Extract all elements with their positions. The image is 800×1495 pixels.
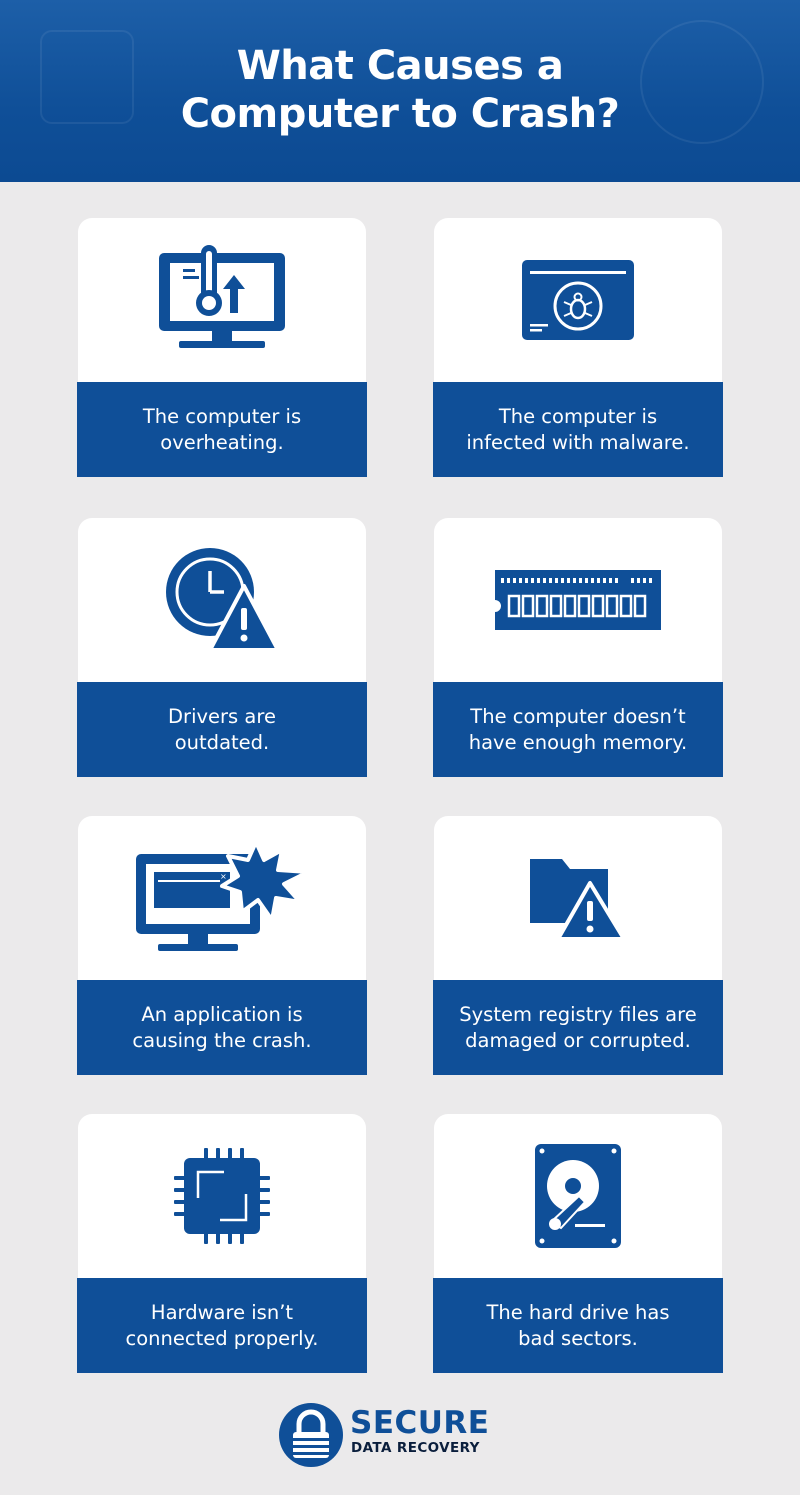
caption-line-2: infected with malware. bbox=[466, 430, 690, 454]
card-caption bbox=[433, 980, 723, 1075]
card-caption bbox=[77, 382, 367, 477]
caption-line-1: The hard drive has bbox=[486, 1300, 670, 1324]
caption-line-2: outdated. bbox=[174, 730, 270, 754]
card-application bbox=[78, 816, 366, 1074]
malware-window-icon bbox=[434, 218, 722, 382]
card-hard-drive bbox=[434, 1114, 722, 1372]
card-caption bbox=[77, 682, 367, 777]
card-malware bbox=[434, 218, 722, 476]
damaged-registry-folder-icon bbox=[434, 816, 722, 980]
caption-line-2: have enough memory. bbox=[468, 730, 688, 754]
hardware-chip-icon bbox=[78, 1114, 366, 1278]
logo-word-data-recovery: DATA RECOVERY bbox=[351, 1440, 480, 1456]
card-drivers bbox=[78, 518, 366, 776]
caption-line-1: Drivers are bbox=[168, 704, 276, 728]
caption-line-1: The computer doesn’t bbox=[470, 704, 686, 728]
caption-line-1: The computer is bbox=[142, 404, 302, 428]
padlock-icon bbox=[278, 1402, 344, 1468]
application-crash-icon bbox=[78, 816, 366, 980]
caption-line-2: connected properly. bbox=[125, 1326, 319, 1350]
page-title bbox=[0, 42, 800, 138]
overheating-monitor-icon bbox=[78, 218, 366, 382]
card-caption bbox=[77, 1278, 367, 1373]
card-memory bbox=[434, 518, 722, 776]
caption-line-1: An application is bbox=[141, 1002, 303, 1026]
caption-line-2: overheating. bbox=[160, 430, 284, 454]
caption-line-1: Hardware isn’t bbox=[150, 1300, 294, 1324]
logo-word-secure: SECURE bbox=[350, 1405, 490, 1441]
secure-data-recovery-logo bbox=[278, 1402, 528, 1468]
header-banner bbox=[0, 0, 800, 182]
card-caption bbox=[433, 382, 723, 477]
hard-drive-icon bbox=[434, 1114, 722, 1278]
outdated-driver-clock-icon bbox=[78, 518, 366, 682]
card-overheating bbox=[78, 218, 366, 476]
caption-line-1: The computer is bbox=[498, 404, 658, 428]
card-caption bbox=[77, 980, 367, 1075]
card-hardware bbox=[78, 1114, 366, 1372]
card-registry bbox=[434, 816, 722, 1074]
svg-text:×: × bbox=[220, 872, 227, 881]
caption-line-2: causing the crash. bbox=[132, 1028, 312, 1052]
card-caption bbox=[433, 1278, 723, 1373]
memory-ram-icon bbox=[434, 518, 722, 682]
title-line-1: What Causes a bbox=[236, 43, 564, 89]
caption-line-2: damaged or corrupted. bbox=[465, 1028, 691, 1052]
caption-line-2: bad sectors. bbox=[518, 1326, 638, 1350]
title-line-2: Computer to Crash? bbox=[180, 91, 620, 137]
caption-line-1: System registry files are bbox=[459, 1002, 697, 1026]
card-caption bbox=[433, 682, 723, 777]
